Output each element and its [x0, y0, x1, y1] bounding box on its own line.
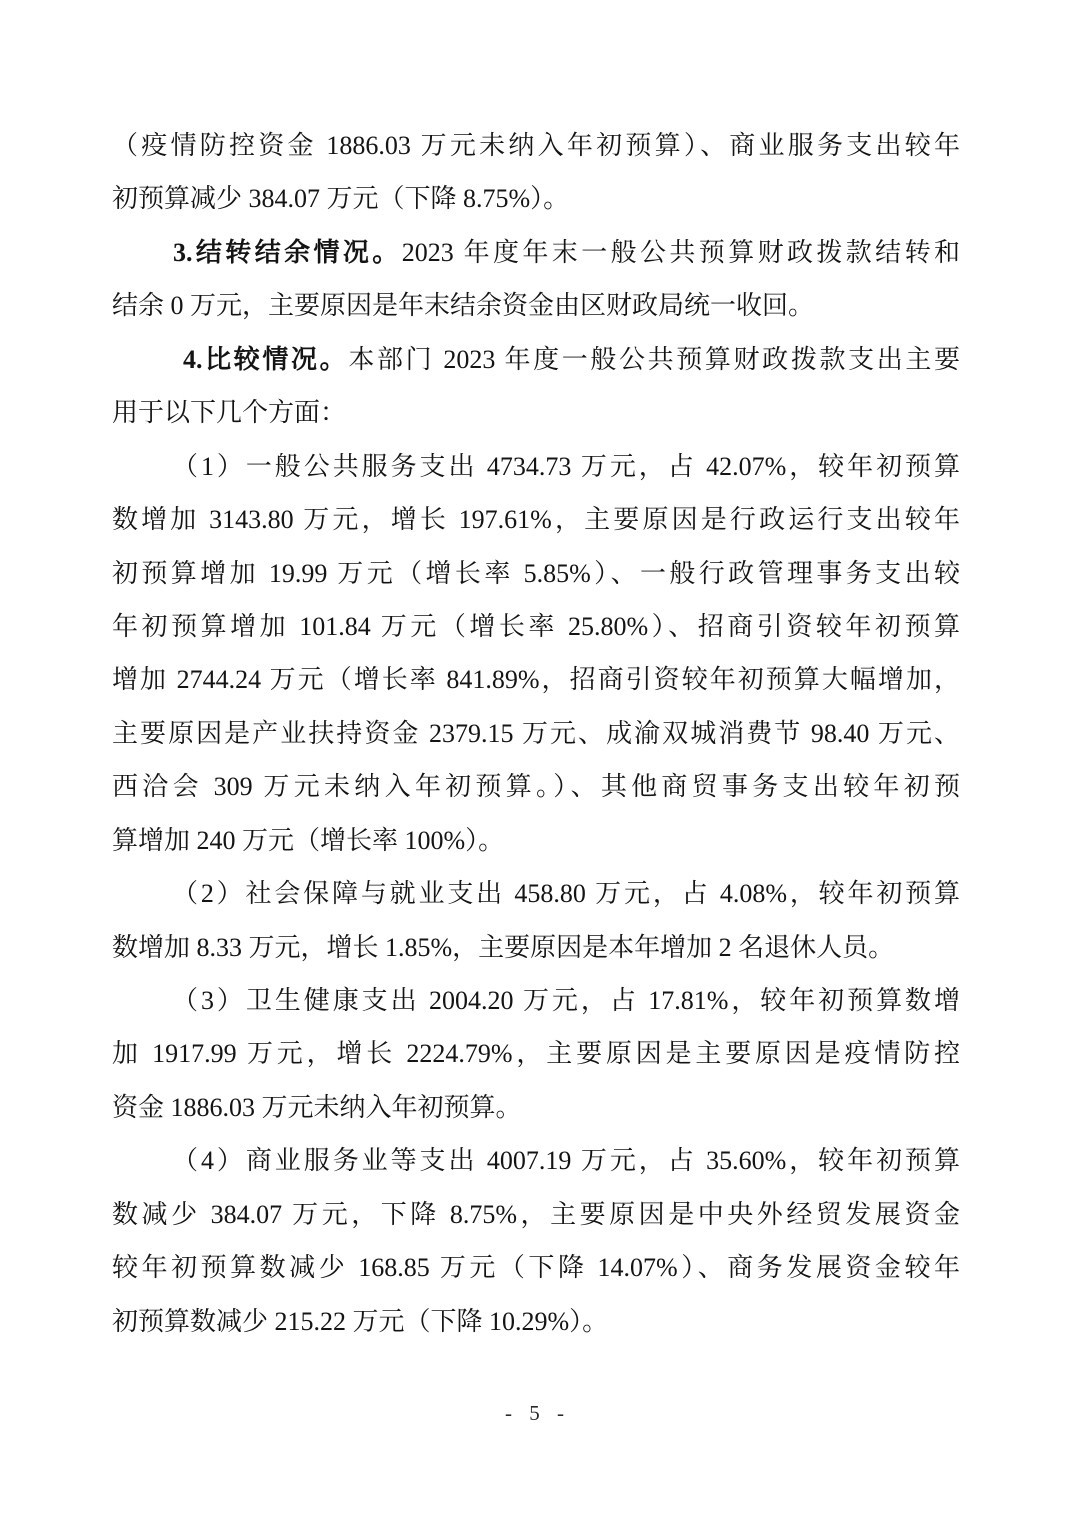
- text-line: [112, 547, 960, 600]
- text-line: [112, 1134, 960, 1187]
- text-run: 较年初预算数减少 168.85 万元（下降 14.07%）、商务发展资金较年: [112, 1253, 960, 1283]
- text-run: 2023 年度年末一般公共预算财政拨款结转和: [401, 237, 960, 267]
- text-line: [112, 760, 960, 813]
- text-run: 西洽会 309 万元未纳入年初预算。）、其他商贸事务支出较年初预: [112, 772, 960, 802]
- text-line: [112, 279, 960, 332]
- text-run: 用于以下几个方面：: [112, 398, 347, 428]
- text-run: 本部门 2023 年度一般公共预算财政拨款支出主要: [348, 344, 960, 374]
- text-line: [112, 1241, 960, 1294]
- text-run: 增加 2744.24 万元（增长率 841.89%，招商引资较年初预算大幅增加，: [112, 665, 960, 695]
- text-line: [112, 119, 960, 172]
- text-line: [112, 707, 960, 760]
- text-line: [112, 440, 960, 493]
- text-block: [112, 119, 960, 1348]
- text-line: [112, 386, 960, 439]
- text-line: [112, 974, 960, 1027]
- text-run: 年初预算增加 101.84 万元（增长率 25.80%）、招商引资较年初预算: [112, 611, 960, 641]
- page-number: - 5 -: [505, 1401, 570, 1425]
- text-run: 资金 1886.03 万元未纳入年初预算。: [112, 1092, 522, 1122]
- text-run: 结余 0 万元，主要原因是年末结余资金由区财政局统一收回。: [112, 291, 815, 321]
- text-run: （4）商业服务业等支出 4007.19 万元，占 35.60%，较年初预算: [172, 1146, 960, 1176]
- text-line: [112, 493, 960, 546]
- text-run: 加 1917.99 万元，增长 2224.79%，主要原因是主要原因是疫情防控: [112, 1039, 960, 1069]
- text-line: [112, 333, 960, 386]
- text-run: 初预算减少 384.07 万元（下降 8.75%）。: [112, 184, 570, 214]
- section-heading-run: 4.比较情况。: [183, 344, 349, 374]
- text-run: 初预算增加 19.99 万元（增长率 5.85%）、一般行政管理事务支出较: [112, 558, 960, 588]
- text-line: [112, 1027, 960, 1080]
- text-run: 算增加 240 万元（增长率 100%）。: [112, 825, 505, 855]
- text-line: [112, 226, 960, 279]
- text-line: [112, 653, 960, 706]
- text-run: 数减少 384.07 万元，下降 8.75%，主要原因是中央外经贸发展资金: [112, 1199, 960, 1229]
- section-heading-run: 3.结转结余情况。: [173, 237, 402, 267]
- text-run: 初预算数减少 215.22 万元（下降 10.29%）。: [112, 1306, 609, 1336]
- text-line: [112, 1295, 960, 1348]
- text-line: [112, 921, 960, 974]
- text-line: [112, 600, 960, 653]
- text-line: [112, 814, 960, 867]
- text-run: （2）社会保障与就业支出 458.80 万元，占 4.08%，较年初预算: [172, 879, 960, 909]
- text-line: [112, 1188, 960, 1241]
- text-run: （3）卫生健康支出 2004.20 万元，占 17.81%，较年初预算数增: [172, 986, 960, 1015]
- text-line: [112, 1081, 960, 1134]
- text-run: （1）一般公共服务支出 4734.73 万元，占 42.07%，较年初预算: [172, 451, 960, 481]
- text-line: [112, 867, 960, 920]
- text-run: 主要原因是产业扶持资金 2379.15 万元、成渝双城消费节 98.40 万元、: [112, 718, 960, 748]
- text-run: 数增加 3143.80 万元，增长 197.61%，主要原因是行政运行支出较年: [112, 505, 960, 535]
- text-run: （疫情防控资金 1886.03 万元未纳入年初预算）、商业服务支出较年: [112, 131, 960, 160]
- text-run: 数增加 8.33 万元，增长 1.85%，主要原因是本年增加 2 名退休人员。: [112, 932, 895, 962]
- text-line: [112, 172, 960, 225]
